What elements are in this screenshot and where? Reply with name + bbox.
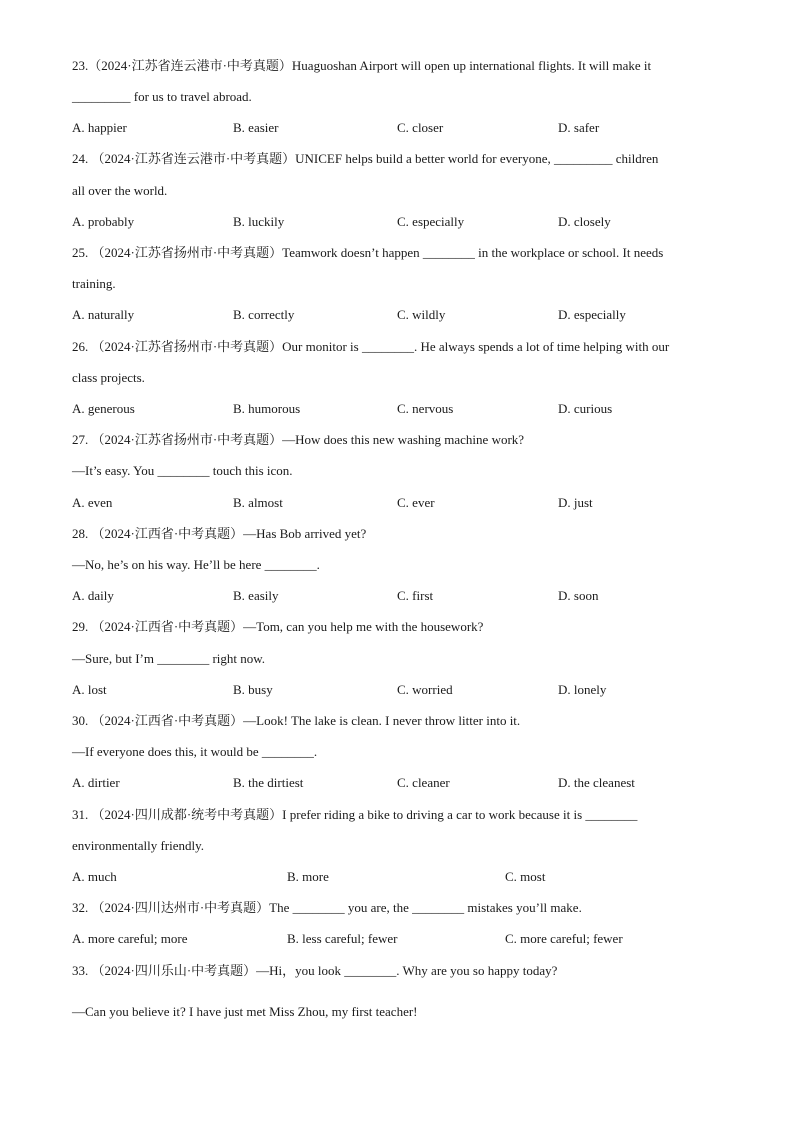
question-23-option-b: B. easier <box>233 120 279 135</box>
question-28-option-b: B. easily <box>233 588 279 603</box>
question-23-stem-line-1: 23.（2024·江苏省连云港市·中考真题）Huaguoshan Airport will open up international flights. It will make it <box>72 58 652 73</box>
question-24-option-b: B. luckily <box>233 214 285 229</box>
question-30-stem-line-2: —If everyone does this, it would be ________. <box>72 744 318 759</box>
question-27-option-b: B. almost <box>233 495 283 510</box>
question-31-stem-line-2: environmentally friendly. <box>72 838 205 853</box>
question-25-stem-line-2: training. <box>72 276 116 291</box>
question-26-option-b: B. humorous <box>233 401 301 416</box>
question-24-stem-line-1: 24. （2024·江苏省连云港市·中考真题）UNICEF helps build a better world for everyone, _________ children <box>72 151 659 166</box>
question-33-stem-line-1: 33. （2024·四川乐山·中考真题）—Hi，you look ________. Why are you so happy today? <box>72 963 558 978</box>
question-23-option-c: C. closer <box>397 120 444 135</box>
question-28-stem-line-1: 28. （2024·江西省·中考真题）—Has Bob arrived yet? <box>72 526 367 541</box>
question-26-option-a: A. generous <box>72 401 135 416</box>
question-28-option-d: D. soon <box>558 588 599 603</box>
question-29-option-c: C. worried <box>397 682 453 697</box>
question-25-stem-line-1: 25. （2024·江苏省扬州市·中考真题）Teamwork doesn’t happen ________ in the workplace or school. It needs <box>72 245 664 260</box>
question-23-stem-line-2: _________ for us to travel abroad. <box>72 89 252 104</box>
question-24-option-c: C. especially <box>397 214 465 229</box>
question-32-option-a: A. more careful; more <box>72 931 188 946</box>
question-30-option-b: B. the dirtiest <box>233 775 304 790</box>
question-26-option-c: C. nervous <box>397 401 454 416</box>
question-27-option-c: C. ever <box>397 495 435 510</box>
question-29-option-b: B. busy <box>233 682 273 697</box>
question-24-stem-line-2: all over the world. <box>72 183 168 198</box>
question-30-stem-line-1: 30. （2024·江西省·中考真题）—Look! The lake is clean. I never throw litter into it. <box>72 713 521 728</box>
question-26-stem-line-1: 26. （2024·江苏省扬州市·中考真题）Our monitor is ________. He always spends a lot of time helping with our <box>72 339 670 354</box>
question-25-option-c: C. wildly <box>397 307 446 322</box>
question-25-option-a: A. naturally <box>72 307 135 322</box>
question-29-option-d: D. lonely <box>558 682 607 697</box>
question-29-option-a: A. lost <box>72 682 107 697</box>
question-28-stem-line-2: —No, he’s on his way. He’ll be here ________. <box>72 557 320 572</box>
question-23-option-a: A. happier <box>72 120 127 135</box>
question-28-option-a: A. daily <box>72 588 114 603</box>
question-24-option-d: D. closely <box>558 214 611 229</box>
question-27-option-a: A. even <box>72 495 113 510</box>
question-33-stem-line-2: —Can you believe it? I have just met Miss Zhou, my first teacher! <box>72 1004 418 1019</box>
question-32-option-b: B. less careful; fewer <box>287 931 398 946</box>
question-30-option-c: C. cleaner <box>397 775 450 790</box>
question-26-option-d: D. curious <box>558 401 613 416</box>
question-27-option-d: D. just <box>558 495 593 510</box>
question-27-stem-line-1: 27. （2024·江苏省扬州市·中考真题）—How does this new washing machine work? <box>72 432 525 447</box>
question-26-stem-line-2: class projects. <box>72 370 145 385</box>
question-32-option-c: C. more careful; fewer <box>505 931 623 946</box>
question-31-option-c: C. most <box>505 869 546 884</box>
question-30-option-a: A. dirtier <box>72 775 120 790</box>
question-27-stem-line-2: —It’s easy. You ________ touch this icon. <box>72 463 293 478</box>
question-32-stem-line-1: 32. （2024·四川达州市·中考真题）The ________ you are, the ________ mistakes you’ll make. <box>72 900 582 915</box>
question-23-option-d: D. safer <box>558 120 600 135</box>
question-30-option-d: D. the cleanest <box>558 775 635 790</box>
question-31-option-a: A. much <box>72 869 117 884</box>
question-24-option-a: A. probably <box>72 214 135 229</box>
question-31-stem-line-1: 31. （2024·四川成都·统考中考真题）I prefer riding a bike to driving a car to work because it is ________ <box>72 807 638 822</box>
question-25-option-b: B. correctly <box>233 307 295 322</box>
question-29-stem-line-1: 29. （2024·江西省·中考真题）—Tom, can you help me with the housework? <box>72 619 484 634</box>
question-28-option-c: C. first <box>397 588 434 603</box>
question-31-option-b: B. more <box>287 869 329 884</box>
question-29-stem-line-2: —Sure, but I’m ________ right now. <box>72 651 266 666</box>
question-25-option-d: D. especially <box>558 307 626 322</box>
